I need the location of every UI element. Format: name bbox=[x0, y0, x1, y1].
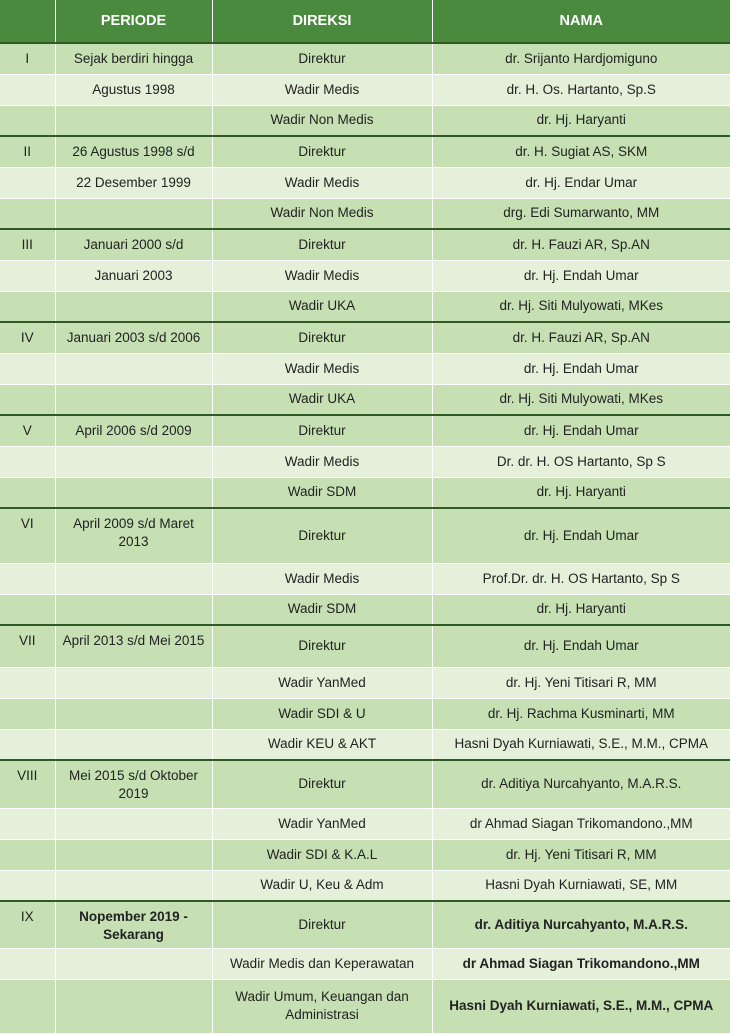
header-nama: NAMA bbox=[432, 0, 730, 43]
period-number-cell bbox=[0, 105, 55, 136]
period-number-cell bbox=[0, 291, 55, 322]
nama-cell: dr. Hj. Endah Umar bbox=[432, 508, 730, 563]
table-row bbox=[0, 729, 730, 760]
nama-cell: dr. Hj. Endah Umar bbox=[432, 260, 730, 291]
nama-cell: dr. H. Os. Hartanto, Sp.S bbox=[432, 74, 730, 105]
direksi-cell: Wadir Medis bbox=[212, 353, 432, 384]
table-row bbox=[0, 322, 730, 353]
period-number-cell: VII bbox=[0, 625, 55, 667]
period-number-cell bbox=[0, 667, 55, 698]
period-cell bbox=[55, 198, 212, 229]
nama-cell: Hasni Dyah Kurniawati, S.E., M.M., CPMA bbox=[432, 979, 730, 1033]
nama-cell: dr Ahmad Siagan Trikomandono.,MM bbox=[432, 808, 730, 839]
table-row bbox=[0, 594, 730, 625]
table-row bbox=[0, 901, 730, 948]
period-cell bbox=[55, 477, 212, 508]
direksi-cell: Direktur bbox=[212, 136, 432, 167]
nama-cell: dr. H. Sugiat AS, SKM bbox=[432, 136, 730, 167]
period-cell: 22 Desember 1999 bbox=[55, 167, 212, 198]
period-cell bbox=[55, 948, 212, 979]
table-row bbox=[0, 808, 730, 839]
direksi-cell: Direktur bbox=[212, 625, 432, 667]
direksi-cell: Wadir SDM bbox=[212, 594, 432, 625]
table-row bbox=[0, 477, 730, 508]
period-cell bbox=[55, 870, 212, 901]
period-cell bbox=[55, 384, 212, 415]
period-cell: Januari 2000 s/d bbox=[55, 229, 212, 260]
nama-cell: Prof.Dr. dr. H. OS Hartanto, Sp S bbox=[432, 563, 730, 594]
nama-cell: dr. Srijanto Hardjomiguno bbox=[432, 43, 730, 74]
direksi-cell: Direktur bbox=[212, 508, 432, 563]
table-row bbox=[0, 839, 730, 870]
period-number-cell bbox=[0, 167, 55, 198]
table-row bbox=[0, 563, 730, 594]
period-cell bbox=[55, 291, 212, 322]
nama-cell: dr. Hj. Endah Umar bbox=[432, 415, 730, 446]
period-cell: Sejak berdiri hingga bbox=[55, 43, 212, 74]
table-row bbox=[0, 979, 730, 1033]
nama-cell: dr Ahmad Siagan Trikomandono.,MM bbox=[432, 948, 730, 979]
period-number-cell bbox=[0, 870, 55, 901]
period-cell bbox=[55, 698, 212, 729]
nama-cell: dr. Hj. Siti Mulyowati, MKes bbox=[432, 384, 730, 415]
nama-cell: drg. Edi Sumarwanto, MM bbox=[432, 198, 730, 229]
direksi-cell: Wadir Medis bbox=[212, 74, 432, 105]
nama-cell: dr. Hj. Haryanti bbox=[432, 594, 730, 625]
table-row bbox=[0, 625, 730, 667]
nama-cell: dr. Aditiya Nurcahyanto, M.A.R.S. bbox=[432, 760, 730, 808]
table-row bbox=[0, 74, 730, 105]
direksi-cell: Wadir Medis bbox=[212, 167, 432, 198]
period-number-cell bbox=[0, 729, 55, 760]
table-row bbox=[0, 291, 730, 322]
header-no bbox=[0, 0, 55, 43]
period-cell: April 2006 s/d 2009 bbox=[55, 415, 212, 446]
table-row bbox=[0, 698, 730, 729]
nama-cell: dr. Hj. Endah Umar bbox=[432, 625, 730, 667]
table-row bbox=[0, 229, 730, 260]
table-row bbox=[0, 136, 730, 167]
period-number-cell bbox=[0, 698, 55, 729]
nama-cell: dr. Hj. Yeni Titisari R, MM bbox=[432, 839, 730, 870]
nama-cell: dr. Hj. Endah Umar bbox=[432, 353, 730, 384]
period-cell: April 2013 s/d Mei 2015 bbox=[55, 625, 212, 667]
table-row bbox=[0, 167, 730, 198]
period-cell: Nopember 2019 - Sekarang bbox=[55, 901, 212, 948]
nama-cell: dr. Hj. Rachma Kusminarti, MM bbox=[432, 698, 730, 729]
table-row bbox=[0, 260, 730, 291]
direksi-cell: Wadir Umum, Keuangan dan Administrasi bbox=[212, 979, 432, 1033]
nama-cell: dr. H. Fauzi AR, Sp.AN bbox=[432, 322, 730, 353]
period-number-cell bbox=[0, 979, 55, 1033]
table-row bbox=[0, 870, 730, 901]
table-row bbox=[0, 667, 730, 698]
period-number-cell bbox=[0, 384, 55, 415]
period-number-cell: IX bbox=[0, 901, 55, 948]
table-row bbox=[0, 384, 730, 415]
direksi-cell: Direktur bbox=[212, 43, 432, 74]
nama-cell: Dr. dr. H. OS Hartanto, Sp S bbox=[432, 446, 730, 477]
table-row bbox=[0, 198, 730, 229]
table-row bbox=[0, 105, 730, 136]
period-cell bbox=[55, 729, 212, 760]
nama-cell: dr. Aditiya Nurcahyanto, M.A.R.S. bbox=[432, 901, 730, 948]
direksi-cell: Wadir Medis bbox=[212, 563, 432, 594]
period-number-cell bbox=[0, 74, 55, 105]
period-cell bbox=[55, 563, 212, 594]
period-number-cell bbox=[0, 260, 55, 291]
header-periode: PERIODE bbox=[55, 0, 212, 43]
nama-cell: dr. Hj. Siti Mulyowati, MKes bbox=[432, 291, 730, 322]
direksi-cell: Wadir SDI & K.A.L bbox=[212, 839, 432, 870]
period-cell: Januari 2003 bbox=[55, 260, 212, 291]
period-number-cell: VI bbox=[0, 508, 55, 563]
nama-cell: dr. Hj. Haryanti bbox=[432, 105, 730, 136]
nama-cell: dr. Hj. Yeni Titisari R, MM bbox=[432, 667, 730, 698]
nama-cell: Hasni Dyah Kurniawati, S.E., M.M., CPMA bbox=[432, 729, 730, 760]
period-number-cell bbox=[0, 198, 55, 229]
direksi-cell: Wadir YanMed bbox=[212, 808, 432, 839]
direksi-cell: Direktur bbox=[212, 901, 432, 948]
period-number-cell: V bbox=[0, 415, 55, 446]
nama-cell: dr. Hj. Haryanti bbox=[432, 477, 730, 508]
period-cell bbox=[55, 667, 212, 698]
period-cell bbox=[55, 594, 212, 625]
table-row bbox=[0, 446, 730, 477]
period-number-cell: III bbox=[0, 229, 55, 260]
period-cell bbox=[55, 446, 212, 477]
table-row bbox=[0, 760, 730, 808]
period-number-cell bbox=[0, 594, 55, 625]
table-row bbox=[0, 415, 730, 446]
table-row bbox=[0, 43, 730, 74]
period-number-cell: I bbox=[0, 43, 55, 74]
table-row bbox=[0, 353, 730, 384]
header-row bbox=[0, 0, 730, 43]
header-direksi: DIREKSI bbox=[212, 0, 432, 43]
direksi-cell: Wadir UKA bbox=[212, 291, 432, 322]
direksi-cell: Wadir Medis dan Keperawatan bbox=[212, 948, 432, 979]
period-number-cell bbox=[0, 563, 55, 594]
period-number-cell: VIII bbox=[0, 760, 55, 808]
nama-cell: Hasni Dyah Kurniawati, SE, MM bbox=[432, 870, 730, 901]
direksi-cell: Wadir SDI & U bbox=[212, 698, 432, 729]
direksi-cell: Wadir Medis bbox=[212, 446, 432, 477]
direksi-cell: Direktur bbox=[212, 415, 432, 446]
nama-cell: dr. H. Fauzi AR, Sp.AN bbox=[432, 229, 730, 260]
nama-cell: dr. Hj. Endar Umar bbox=[432, 167, 730, 198]
period-number-cell: II bbox=[0, 136, 55, 167]
period-cell: April 2009 s/d Maret 2013 bbox=[55, 508, 212, 563]
period-cell: Mei 2015 s/d Oktober 2019 bbox=[55, 760, 212, 808]
period-number-cell bbox=[0, 477, 55, 508]
direksi-cell: Wadir KEU & AKT bbox=[212, 729, 432, 760]
table-row bbox=[0, 948, 730, 979]
direksi-cell: Direktur bbox=[212, 760, 432, 808]
period-cell bbox=[55, 839, 212, 870]
direksi-cell: Direktur bbox=[212, 229, 432, 260]
period-cell: Agustus 1998 bbox=[55, 74, 212, 105]
period-number-cell bbox=[0, 353, 55, 384]
direksi-cell: Wadir Non Medis bbox=[212, 105, 432, 136]
direksi-cell: Wadir YanMed bbox=[212, 667, 432, 698]
period-number-cell: IV bbox=[0, 322, 55, 353]
direksi-cell: Wadir SDM bbox=[212, 477, 432, 508]
period-number-cell bbox=[0, 948, 55, 979]
direksi-cell: Wadir U, Keu & Adm bbox=[212, 870, 432, 901]
period-cell bbox=[55, 353, 212, 384]
period-cell bbox=[55, 808, 212, 839]
period-number-cell bbox=[0, 446, 55, 477]
period-cell bbox=[55, 979, 212, 1033]
direksi-cell: Direktur bbox=[212, 322, 432, 353]
direksi-cell: Wadir UKA bbox=[212, 384, 432, 415]
period-cell bbox=[55, 105, 212, 136]
period-number-cell bbox=[0, 839, 55, 870]
direksi-cell: Wadir Medis bbox=[212, 260, 432, 291]
direksi-cell: Wadir Non Medis bbox=[212, 198, 432, 229]
period-cell: Januari 2003 s/d 2006 bbox=[55, 322, 212, 353]
period-number-cell bbox=[0, 808, 55, 839]
period-cell: 26 Agustus 1998 s/d bbox=[55, 136, 212, 167]
table-row bbox=[0, 508, 730, 563]
